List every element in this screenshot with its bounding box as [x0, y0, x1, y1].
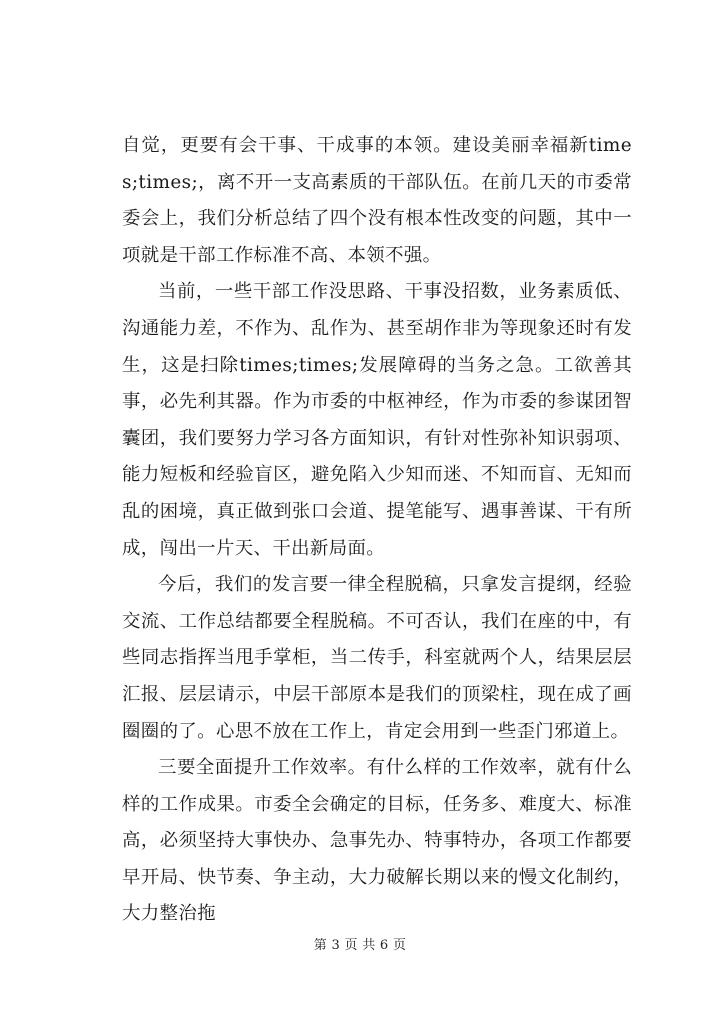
- paragraph: 三要全面提升工作效率。有什么样的工作效率，就有什么样的工作成果。市委全会确定的目标，任务多、难度大、标准高，必须坚持大事快办、急事先办、特事特办，各项工作都要早开局、快节奏、争主动，大力破解长期以来的慢文化制约，大力整治拖: [122, 757, 632, 925]
- page-footer: 第 3 页 共 6 页: [313, 938, 407, 953]
- paragraph: 当前，一些干部工作没思路、干事没招数，业务素质低、沟通能力差，不作为、乱作为、甚至胡作非为等现象还时有发生，这是扫除times;times;发展障碍的当务之急。工欲善其事，必先利其器。作为市委的中枢神经，作为市委的参谋团智囊团，我们要努力学习各方面知识，有针对性弥补知识弱项、能力短板和经验盲区，避免陷入少知而迷、不知而盲、无知而乱的困境，真正做到张口会道、提笔能写、遇事善谋、干有所成，闯出一片天、干出新局面。: [122, 281, 632, 559]
- paragraph: 今后，我们的发言要一律全程脱稿，只拿发言提纲，经验交流、工作总结都要全程脱稿。不可否认，我们在座的中，有些同志指挥当甩手掌柜，当二传手，科室就两个人，结果层层汇报、层层请示，中层干部原本是我们的顶梁柱，现在成了画圈圈的了。心思不放在工作上，肯定会用到一些歪门邪道上。: [122, 574, 632, 742]
- paragraph-continued: 自觉，更要有会干事、干成事的本领。建设美丽幸福新times;times;，离不开一支高素质的干部队伍。在前几天的市委常委会上，我们分析总结了四个没有根本性改变的问题，其中一项就是干部工作标准不高、本领不强。: [122, 135, 632, 266]
- document-body: [122, 128, 632, 933]
